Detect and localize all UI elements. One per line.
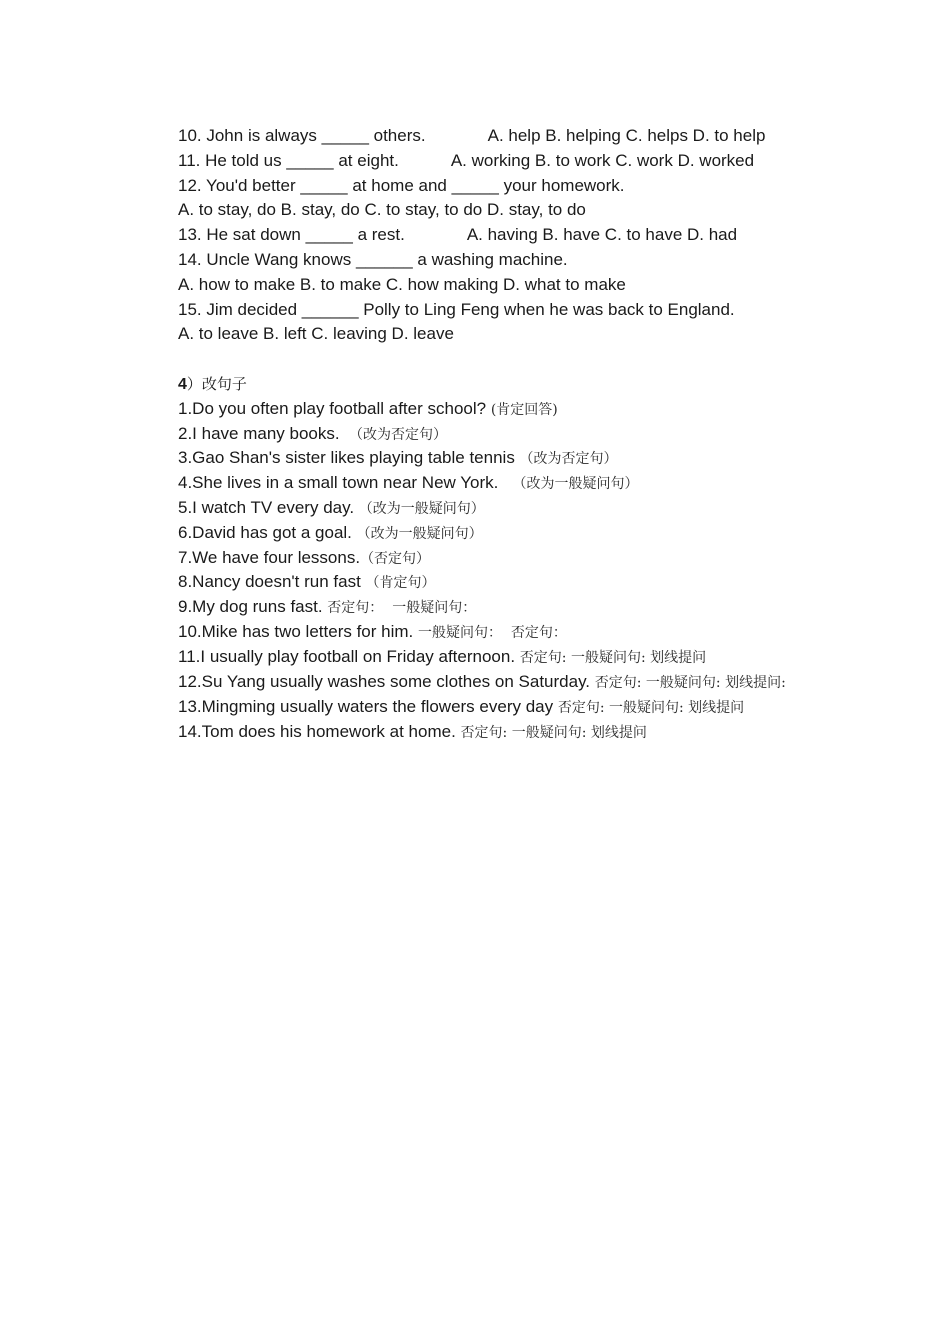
item-text: 4.She lives in a small town near New York.	[178, 473, 513, 493]
item-instruction: （肯定句）	[365, 575, 436, 592]
item-text: 9.My dog runs fast.	[178, 597, 328, 617]
document-content	[144, 124, 816, 745]
rewrite-item-4	[144, 471, 816, 496]
rewrite-item-11	[144, 645, 816, 670]
item-text: 3.Gao Shan's sister likes playing table tennis	[178, 448, 520, 468]
rewrite-item-3	[144, 446, 816, 471]
section-title: ）改句子	[186, 374, 247, 393]
rewrite-item-12	[144, 670, 816, 696]
question-14	[144, 248, 816, 273]
item-text: 8.Nancy doesn't run fast	[178, 572, 366, 592]
rewrite-item-8	[144, 570, 816, 595]
item-text: 5.I watch TV every day.	[178, 497, 359, 517]
question-11	[144, 149, 816, 174]
item-text: 13.Mingming usually waters the flowers every day	[178, 697, 558, 717]
item-text: 12.Su Yang usually washes some clothes on Saturday.	[178, 671, 595, 691]
question-text: 11. He told us _____ at eight.	[178, 150, 399, 170]
item-instruction: (肯定回答)	[490, 401, 558, 418]
question-text: 12. You'd better _____ at home and _____ your homework.	[178, 175, 625, 195]
item-instruction: 一般疑问句： 否定句：	[417, 624, 567, 641]
question-15	[144, 298, 816, 323]
item-text: 6.David has got a goal.	[178, 522, 357, 542]
question-options: A. to leave B. left C. leaving D. leave	[178, 324, 454, 344]
question-12	[144, 174, 816, 199]
question-options: A. having B. have C. to have D. had	[466, 225, 738, 245]
question-13	[144, 223, 816, 248]
rewrite-item-1	[144, 397, 816, 422]
item-instruction: 否定句: 一般疑问句: 划线提问:	[594, 674, 786, 691]
rewrite-item-14	[144, 720, 816, 745]
item-instruction: （改为一般疑问句）	[356, 525, 483, 542]
item-instruction: 否定句： 一般疑问句：	[327, 600, 477, 617]
rewrite-item-7	[144, 546, 816, 571]
question-text: 13. He sat down _____ a rest.	[178, 225, 405, 245]
question-text: 15. Jim decided ______ Polly to Ling Feng when he was back to England.	[178, 299, 735, 319]
spacer	[144, 347, 816, 372]
item-instruction: 否定句: 一般疑问句: 划线提问	[519, 649, 707, 666]
question-options: A. working B. to work C. work D. worked	[450, 150, 755, 170]
rewrite-item-13	[144, 695, 816, 720]
question-12-options	[144, 198, 816, 223]
item-instruction: （改为否定句）	[519, 451, 618, 468]
item-instruction: （改为否定句）	[349, 426, 448, 443]
rewrite-item-9	[144, 595, 816, 620]
question-10	[144, 124, 816, 149]
question-text: 10. John is always _____ others.	[178, 126, 426, 145]
item-text: 7.We have four lessons.	[178, 547, 361, 567]
rewrite-item-5	[144, 496, 816, 521]
question-14-options	[144, 273, 816, 298]
question-15-options	[144, 322, 816, 347]
section-heading	[144, 372, 816, 397]
question-options: A. to stay, do B. stay, do C. to stay, to do D. stay, to do	[178, 200, 586, 220]
item-text: 1.Do you often play football after school?	[178, 398, 491, 418]
item-text: 2.I have many books.	[178, 423, 350, 443]
item-text: 10.Mike has two letters for him.	[178, 621, 418, 641]
item-instruction: （改为一般疑问句）	[512, 476, 639, 493]
item-instruction: 否定句: 一般疑问句: 划线提问	[460, 725, 647, 742]
item-instruction: （否定句）	[360, 550, 431, 567]
item-text: 11.I usually play football on Friday afternoon.	[178, 646, 520, 666]
item-text: 14.Tom does his homework at home.	[178, 722, 461, 742]
rewrite-item-2	[144, 422, 816, 447]
question-options: A. help B. helping C. helps D. to help	[487, 126, 766, 145]
question-options: A. how to make B. to make C. how making D. what to make	[178, 274, 626, 294]
question-text: 14. Uncle Wang knows ______ a washing machine.	[178, 249, 568, 269]
rewrite-item-10	[144, 620, 816, 645]
rewrite-item-6	[144, 521, 816, 546]
item-instruction: （改为一般疑问句）	[358, 500, 485, 517]
item-instruction: 否定句: 一般疑问句: 划线提问	[557, 700, 745, 717]
section-number: 4	[178, 375, 187, 393]
